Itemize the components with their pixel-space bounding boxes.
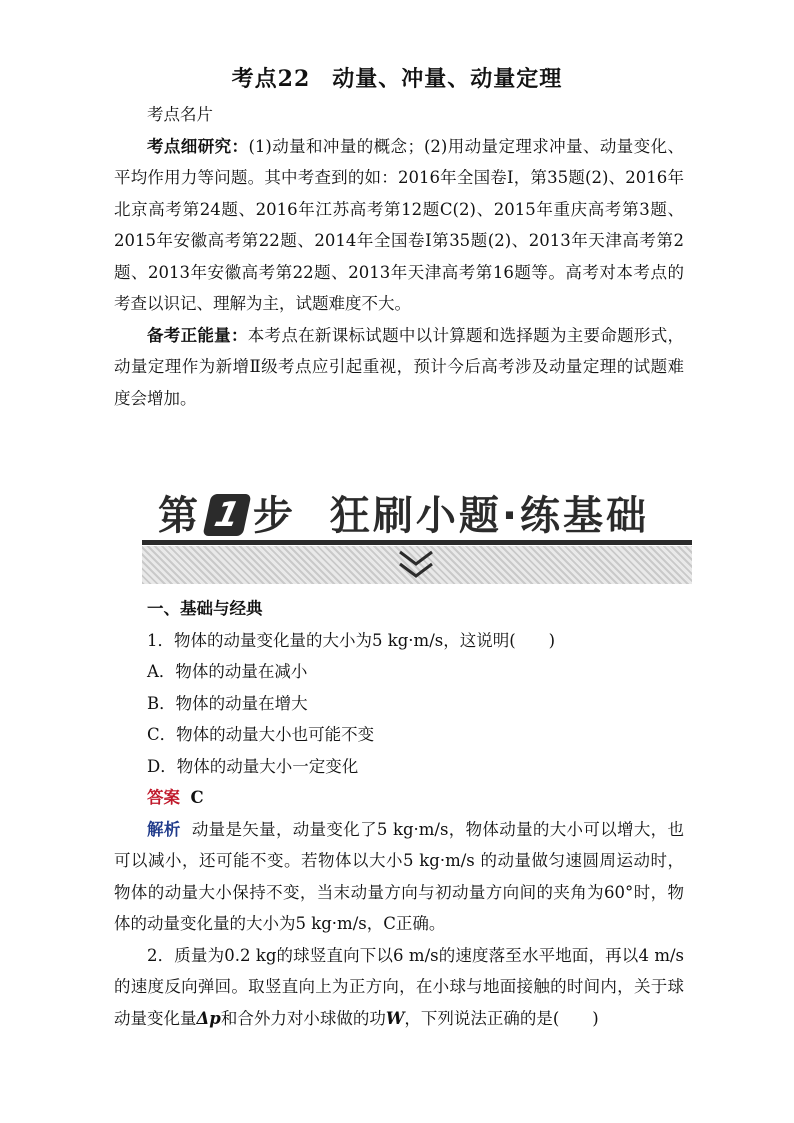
question-1-option-a: A．物体的动量在减小 (147, 662, 308, 681)
banner-rule (142, 540, 692, 545)
question-2-stem-part-b: 和合外力对小球做的功 (220, 1008, 386, 1028)
question-1-option-d: D．物体的动量大小一定变化 (147, 756, 359, 776)
work-symbol: W (385, 1008, 405, 1028)
energy-label: 备考正能量： (147, 325, 248, 345)
double-chevron-down-icon (396, 548, 436, 582)
question-1-answer (114, 782, 684, 814)
research-text: (1)动量和冲量的概念；(2)用动量定理求冲量、动量变化、平均作用力等问题。其中考查到的如：2016年全国卷Ⅰ，第35题(2)、2016年北京高考第24题、2016年江苏高考第12题C(2)、2015年重庆高考第3题、2015年安徽高考第22题、2014年全国卷Ⅰ第35题(2)、2013年天津高考第2题、2013年安徽高考第22题、2013年天津高考第16题等。高考对本考点的考查以识记、理解为主，试题难度不大。 (114, 136, 685, 313)
banner-step-number: 1 (203, 494, 252, 536)
question-1-stem: 1．物体的动量变化量的大小为5 kg·m/s，这说明( ) (147, 630, 556, 650)
topic-card (114, 99, 684, 414)
section-heading: 一、基础与经典 (147, 599, 263, 618)
step-banner (142, 478, 692, 590)
analysis-label: 解析 (147, 819, 181, 839)
card-label: 考点名片 (147, 105, 213, 124)
answer-value: C (190, 788, 204, 807)
question-1-option-c: C．物体的动量大小也可能不变 (147, 725, 375, 744)
banner-prefix: 第 (158, 493, 201, 539)
energy-paragraph (114, 320, 684, 415)
question-2-stem-part-c: ，下列说法正确的是( ) (404, 1008, 599, 1028)
page-title (0, 62, 794, 93)
question-1-analysis (114, 814, 684, 940)
question-1-option-b: B．物体的动量在增大 (147, 693, 308, 713)
title-text: 动量、冲量、动量定理 (332, 66, 563, 92)
banner-heading (158, 484, 692, 541)
research-label: 考点细研究： (147, 136, 249, 156)
practice-section (114, 593, 684, 1034)
question-2-stem-part-a: 2．质量为0.2 kg的球竖直向下以6 m/s的速度落至水平地面，再以4 m/s的速度反向弹回。取竖直向上为正方向，在小球与地面接触的时间内，关于球动量变化量 (114, 945, 684, 1028)
energy-text: 本考点在新课标试题中以计算题和选择题为主要命题形式，动量定理作为新增Ⅱ级考点应引起重视，预计今后高考涉及动量定理的试题难度会增加。 (114, 325, 685, 408)
title-number: 考点22 (231, 66, 311, 92)
banner-text: 狂刷小题·练基础 (329, 493, 650, 539)
question-2-stem (114, 940, 684, 1035)
answer-label: 答案 (147, 788, 180, 807)
research-paragraph (114, 131, 684, 320)
banner-suffix: 步 (253, 493, 296, 539)
delta-p-symbol: Δp (196, 1008, 221, 1028)
analysis-text: 动量是矢量，动量变化了5 kg·m/s，物体动量的大小可以增大，也可以减小，还可能不变。若物体以大小5 kg·m/s 的动量做匀速圆周运动时，物体的动量大小保持不变，当末动量方向与初动量方向间的夹角为60°时，物体的动量变化量的大小为5 kg·m/s，C正确。 (114, 819, 684, 933)
